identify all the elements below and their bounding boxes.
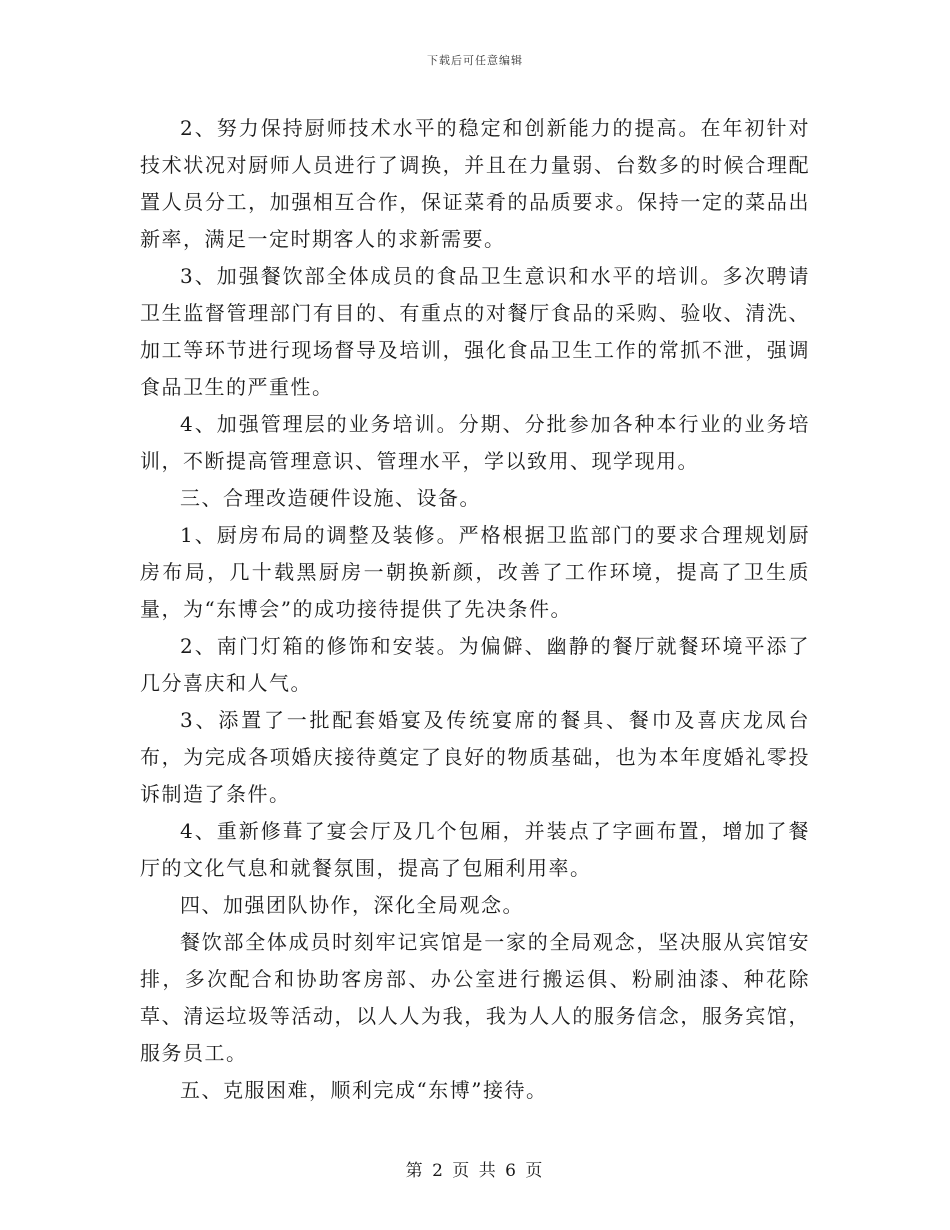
- page-number: 第 2 页 共 6 页: [405, 1161, 545, 1181]
- paragraph: 4、加强管理层的业务培训。分期、分批参加各种本行业的业务培训，不断提高管理意识、管理水平，学以致用、现学现用。: [140, 412, 810, 473]
- paragraph: 2、南门灯箱的修饰和安装。为偏僻、幽静的餐厅就餐环境平添了几分喜庆和人气。: [140, 634, 810, 695]
- section-heading: 四、加强团队协作，深化全局观念。: [180, 893, 524, 917]
- document-body: [140, 110, 810, 1109]
- paragraph: 2、努力保持厨师技术水平的稳定和创新能力的提高。在年初针对技术状况对厨师人员进行了调换，并且在力量弱、台数多的时候合理配置人员分工，加强相互合作，保证菜肴的品质要求。保持一定的菜品出新率，满足一定时期客人的求新需要。: [140, 116, 810, 251]
- page-header-note: 下载后可任意编辑: [427, 54, 523, 67]
- paragraph: 3、加强餐饮部全体成员的食品卫生意识和水平的培训。多次聘请卫生监督管理部门有目的、有重点的对餐厅食品的采购、验收、清洗、加工等环节进行现场督导及培训，强化食品卫生工作的常抓不泄，强调食品卫生的严重性。: [140, 264, 810, 399]
- paragraph: 1、厨房布局的调整及装修。严格根据卫监部门的要求合理规划厨房布局，几十载黑厨房一朝换新颜，改善了工作环境，提高了卫生质量，为“东博会”的成功接待提供了先决条件。: [140, 523, 810, 621]
- paragraph: 餐饮部全体成员时刻牢记宾馆是一家的全局观念，坚决服从宾馆安排，多次配合和协助客房部、办公室进行搬运俱、粉刷油漆、种花除草、清运垃圾等活动，以人人为我，我为人人的服务信念，服务宾馆，服务员工。: [140, 930, 810, 1065]
- section-heading: 三、合理改造硬件设施、设备。: [180, 486, 481, 510]
- paragraph: 4、重新修葺了宴会厅及几个包厢，并装点了字画布置，增加了餐厅的文化气息和就餐氛围，提高了包厢利用率。: [140, 819, 810, 880]
- section-heading: 五、克服困难，顺利完成“东博”接待。: [180, 1078, 548, 1102]
- paragraph: 3、添置了一批配套婚宴及传统宴席的餐具、餐巾及喜庆龙凤台布，为完成各项婚庆接待奠定了良好的物质基础，也为本年度婚礼零投诉制造了条件。: [140, 708, 810, 806]
